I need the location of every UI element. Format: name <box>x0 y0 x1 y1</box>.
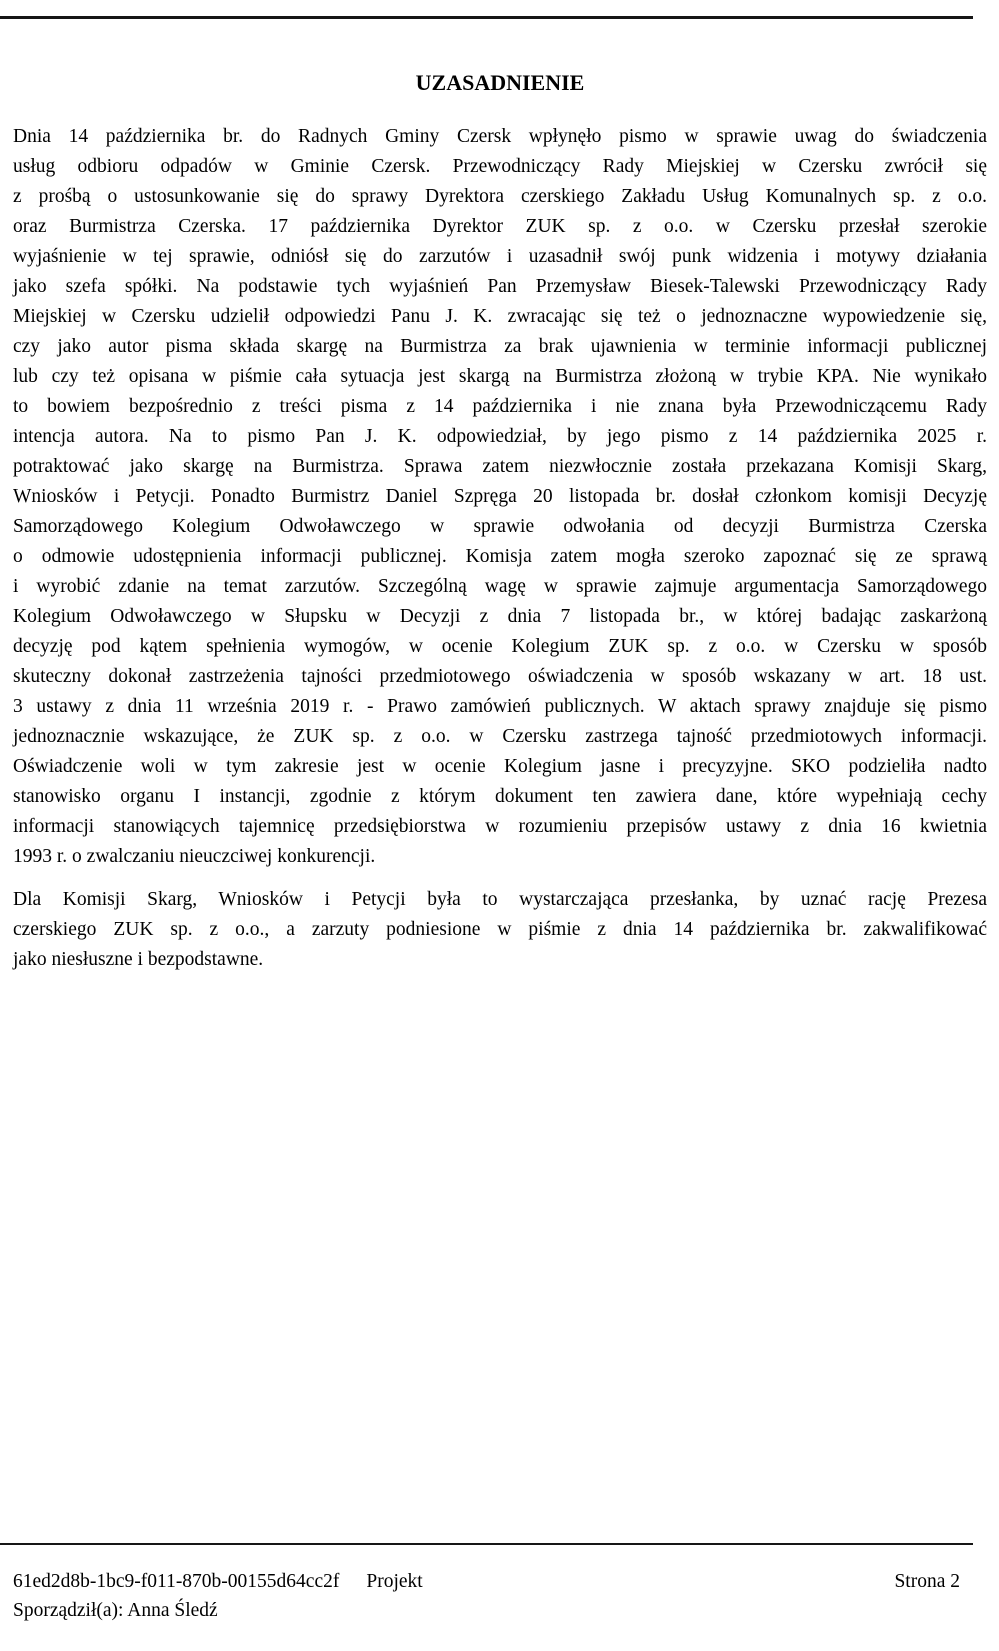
text-line: intencja autora. Na to pismo Pan J. K. odpowiedział, by jego pismo z 14 października 2025 r. <box>13 426 987 447</box>
text-line: Kolegium Odwoławczego w Słupsku w Decyzji z dnia 7 listopada br., w której badając zaskarżoną <box>13 606 987 627</box>
document-body <box>13 122 987 975</box>
text-line: Miejskiej w Czersku udzielił odpowiedzi Panu J. K. zwracając się też o jednoznaczne wypowiedzenie się, <box>13 306 987 327</box>
text-line: informacji stanowiących tajemnicę przedsiębiorstwa w rozumieniu przepisów ustawy z dnia 16 kwietnia <box>13 816 987 837</box>
text-line: skuteczny dokonał zastrzeżenia tajności przedmiotowego oświadczenia w sposób wskazany w art. 18 ust. <box>13 666 987 687</box>
text-line: jako niesłuszne i bezpodstawne. <box>13 949 264 970</box>
paragraph <box>13 122 987 872</box>
text-line: Dla Komisji Skarg, Wniosków i Petycji była to wystarczająca przesłanka, by uznać rację Prezesa <box>13 889 987 910</box>
text-line: 3 ustawy z dnia 11 września 2019 r. - Prawo zamówień publicznych. W aktach sprawy znajduje się pismo <box>13 696 987 717</box>
text-line: i wyrobić zdanie na temat zarzutów. Szczególną wagę w sprawie zajmuje argumentacja Samorządowego <box>13 576 987 597</box>
text-line: oraz Burmistrza Czerska. 17 października Dyrektor ZUK sp. z o.o. w Czersku przesłał szerokie <box>13 216 987 237</box>
footer-rule <box>0 1543 973 1545</box>
page-number: Strona 2 <box>894 1571 960 1592</box>
text-line: decyzję pod kątem spełnienia wymogów, w ocenie Kolegium ZUK sp. z o.o. w Czersku w sposób <box>13 636 987 657</box>
text-line: potraktować jako skargę na Burmistrza. Sprawa zatem niezwłocznie została przekazana Komisji Skarg, <box>13 456 987 477</box>
text-line: o odmowie udostępnienia informacji publicznej. Komisja zatem mogła szeroko zapoznać się ze sprawą <box>13 546 987 567</box>
text-line: stanowisko organu I instancji, zgodnie z którym dokument ten zawiera dane, które wypełniają cechy <box>13 786 987 807</box>
prepared-by: Sporządził(a): Anna Śledź <box>13 1600 218 1621</box>
text-line: czerskiego ZUK sp. z o.o., a zarzuty podniesione w piśmie z dnia 14 października br. zakwalifikować <box>13 919 987 940</box>
text-line: jako szefa spółki. Na podstawie tych wyjaśnień Pan Przemysław Biesek-Talewski Przewodniczący Rady <box>13 276 987 297</box>
page-title: UZASADNIENIE <box>415 70 585 95</box>
text-line: z prośbą o ustosunkowanie się do sprawy Dyrektora czerskiego Zakładu Usług Komunalnych sp. z o.o. <box>13 186 987 207</box>
text-line: jednoznacznie wskazujące, że ZUK sp. z o.o. w Czersku zastrzega tajność przedmiotowych informacji. <box>13 726 987 747</box>
text-line: usług odbioru odpadów w Gminie Czersk. Przewodniczący Rady Miejskiej w Czersku zwrócił się <box>13 156 987 177</box>
text-line: wyjaśnienie w tej sprawie, odniósł się do zarzutów i uzasadnił swój punk widzenia i motywy działania <box>13 246 987 267</box>
page-footer <box>13 1567 960 1596</box>
paragraph <box>13 885 987 975</box>
text-line: czy jako autor pisma składa skargę na Burmistrza za brak ujawnienia w terminie informacji publicznej <box>13 336 987 357</box>
text-line: lub czy też opisana w piśmie cała sytuacja jest skargą na Burmistrza złożoną w trybie KPA. Nie wynikało <box>13 366 987 387</box>
document-id: 61ed2d8b-1bc9-f011-870b-00155d64cc2f <box>13 1571 340 1592</box>
text-line: Dnia 14 października br. do Radnych Gminy Czersk wpłynęło pismo w sprawie uwag do świadczenia <box>13 126 987 147</box>
document-content <box>13 0 987 975</box>
text-line: 1993 r. o zwalczaniu nieuczciwej konkurencji. <box>13 846 376 867</box>
text-line: Wniosków i Petycji. Ponadto Burmistrz Daniel Szpręga 20 listopada br. dosłał członkom komisji Decyzję <box>13 486 987 507</box>
text-line: Samorządowego Kolegium Odwoławczego w sprawie odwołania od decyzji Burmistrza Czerska <box>13 516 987 537</box>
text-line: Oświadczenie woli w tym zakresie jest w ocenie Kolegium jasne i precyzyjne. SKO podzieliła nadto <box>13 756 987 777</box>
document-status: Projekt <box>366 1571 423 1592</box>
text-line: to bowiem bezpośrednio z treści pisma z 14 października i nie znana była Przewodniczącemu Rady <box>13 396 987 417</box>
